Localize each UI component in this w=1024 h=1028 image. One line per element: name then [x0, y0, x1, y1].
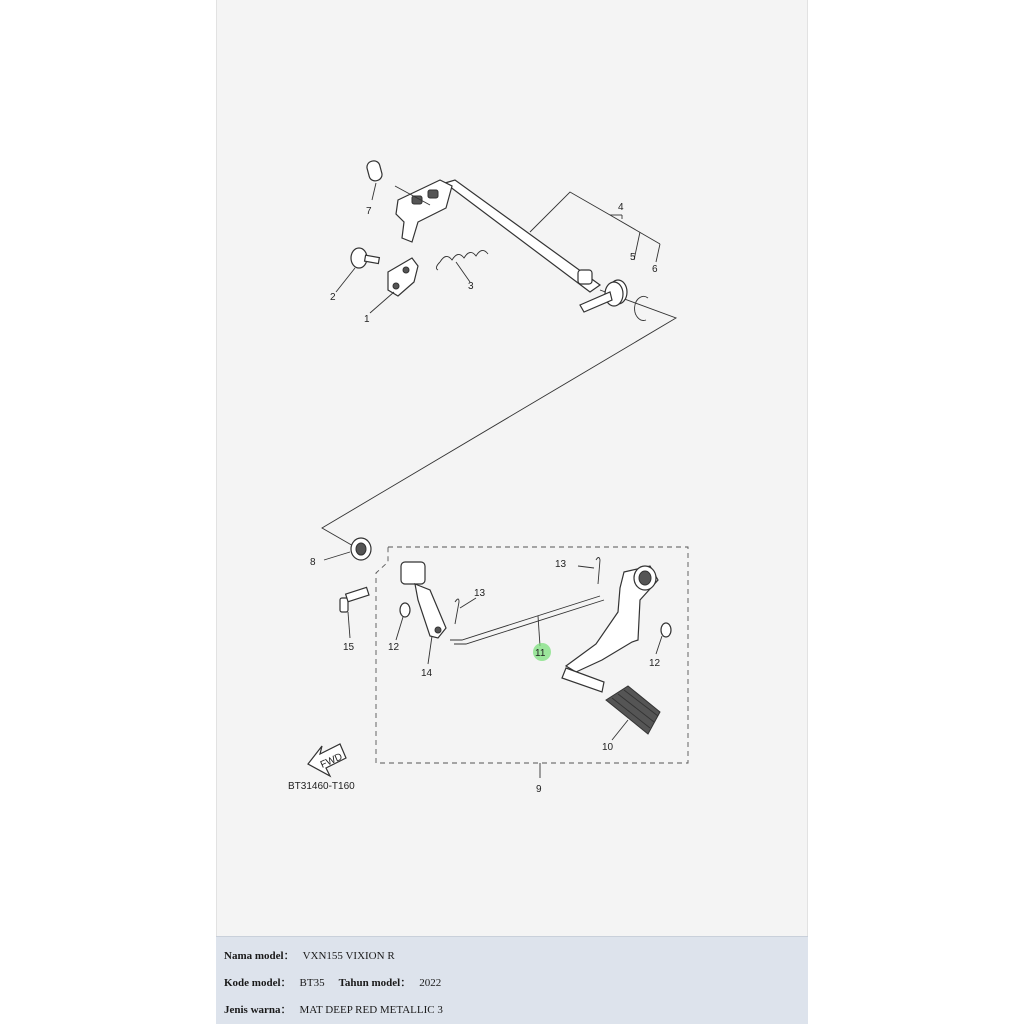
part-4-leader [530, 192, 660, 244]
part-6-circlip[interactable] [635, 296, 648, 320]
part-10-pedal-rubber[interactable] [606, 686, 660, 734]
callout-6: 6 [652, 264, 658, 275]
callout-3: 3 [468, 281, 474, 292]
part-12-washer-left[interactable] [400, 603, 410, 617]
part-15-bolt[interactable] [340, 587, 369, 612]
model-code-value: BT35 [299, 977, 325, 989]
part-3-spring[interactable] [436, 250, 488, 270]
callout-8: 8 [310, 557, 316, 568]
callout-11: 11 [535, 648, 546, 659]
shift-shaft-assembly[interactable] [396, 180, 600, 292]
callout-1: 1 [364, 314, 370, 325]
callout-2: 2 [330, 292, 336, 303]
model-code-label: Kode model： [224, 977, 292, 989]
callout-14: 14 [421, 668, 433, 679]
fwd-arrow-icon [308, 744, 346, 776]
part-11-shift-rod[interactable] [450, 596, 604, 644]
model-name-value: VXN155 VIXION R [302, 950, 395, 962]
callout-13-left: 13 [474, 588, 486, 599]
callout-12-right: 12 [649, 658, 661, 669]
callout-7: 7 [366, 206, 372, 217]
shift-pedal[interactable] [562, 566, 658, 692]
part-14-shift-arm[interactable] [401, 562, 446, 638]
model-year-label: Tahun model： [338, 977, 412, 989]
model-year-value: 2022 [419, 977, 442, 989]
callout-4: 4 [618, 202, 624, 213]
callout-9: 9 [536, 784, 542, 795]
model-name-row [224, 947, 808, 974]
callout-5: 5 [630, 252, 636, 263]
model-code-row [224, 974, 808, 1001]
part-7-pin[interactable] [366, 160, 384, 183]
model-info-panel [216, 936, 808, 1024]
callout-12-left: 12 [388, 642, 400, 653]
figure-code: BT31460-T160 [288, 781, 355, 792]
part-13-cotter-pin-right[interactable] [596, 558, 600, 585]
color-label: Jenis warna： [224, 1004, 292, 1016]
callout-13-right: 13 [555, 559, 567, 570]
part-12-washer-right[interactable] [661, 623, 671, 637]
callout-15: 15 [343, 642, 355, 653]
fwd-label: FWD [318, 751, 345, 771]
assembly-link-line [322, 290, 676, 547]
part-13-cotter-pin-left[interactable] [455, 599, 459, 624]
part-2-bolt[interactable] [351, 248, 379, 268]
color-value: MAT DEEP RED METALLIC 3 [299, 1004, 443, 1016]
model-name-label: Nama model： [224, 950, 295, 962]
part-1-stopper-plate[interactable] [388, 258, 418, 296]
part-8-oil-seal[interactable] [351, 538, 371, 560]
callout-10: 10 [602, 742, 614, 753]
